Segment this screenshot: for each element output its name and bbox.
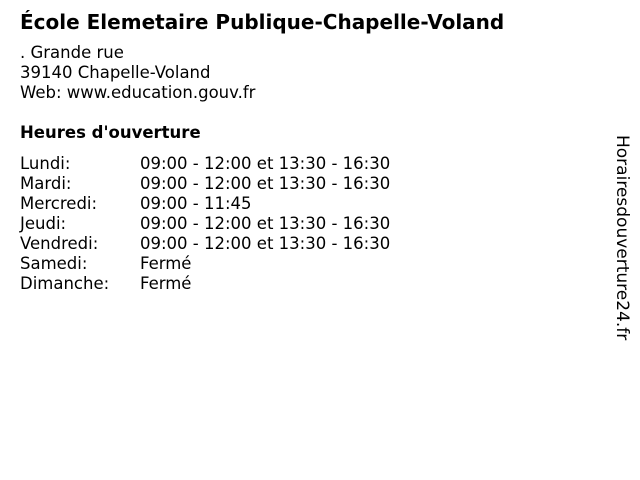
day-label: Dimanche:: [20, 274, 110, 293]
watermark-text: Horairesdouverture24.fr: [612, 135, 632, 341]
hours-row-monday: [20, 154, 390, 174]
website-link[interactable]: Web: www.education.gouv.fr: [20, 83, 256, 102]
page-title: École Elemetaire Publique-Chapelle-Voland: [20, 10, 505, 34]
time-value: 09:00 - 11:45: [140, 194, 252, 213]
time-value: 09:00 - 12:00 et 13:30 - 16:30: [140, 174, 391, 193]
hours-row-sunday: [20, 274, 390, 294]
day-label: Lundi:: [20, 154, 71, 173]
day-label: Vendredi:: [20, 234, 99, 253]
hours-row-friday: [20, 234, 390, 254]
watermark: [610, 135, 634, 375]
address-block: [20, 43, 255, 103]
time-value: Fermé: [140, 254, 192, 273]
time-value: 09:00 - 12:00 et 13:30 - 16:30: [140, 214, 391, 233]
hours-heading: Heures d'ouverture: [20, 123, 201, 142]
hours-row-saturday: [20, 254, 390, 274]
hours-table: [20, 154, 390, 294]
day-label: Mercredi:: [20, 194, 98, 213]
hours-row-wednesday: [20, 194, 390, 214]
hours-row-thursday: [20, 214, 390, 234]
day-label: Jeudi:: [20, 214, 67, 233]
time-value: 09:00 - 12:00 et 13:30 - 16:30: [140, 154, 391, 173]
street-address: . Grande rue: [20, 43, 124, 62]
hours-row-tuesday: [20, 174, 390, 194]
city-address: 39140 Chapelle-Voland: [20, 63, 211, 82]
day-label: Mardi:: [20, 174, 72, 193]
time-value: Fermé: [140, 274, 192, 293]
day-label: Samedi:: [20, 254, 88, 273]
time-value: 09:00 - 12:00 et 13:30 - 16:30: [140, 234, 391, 253]
